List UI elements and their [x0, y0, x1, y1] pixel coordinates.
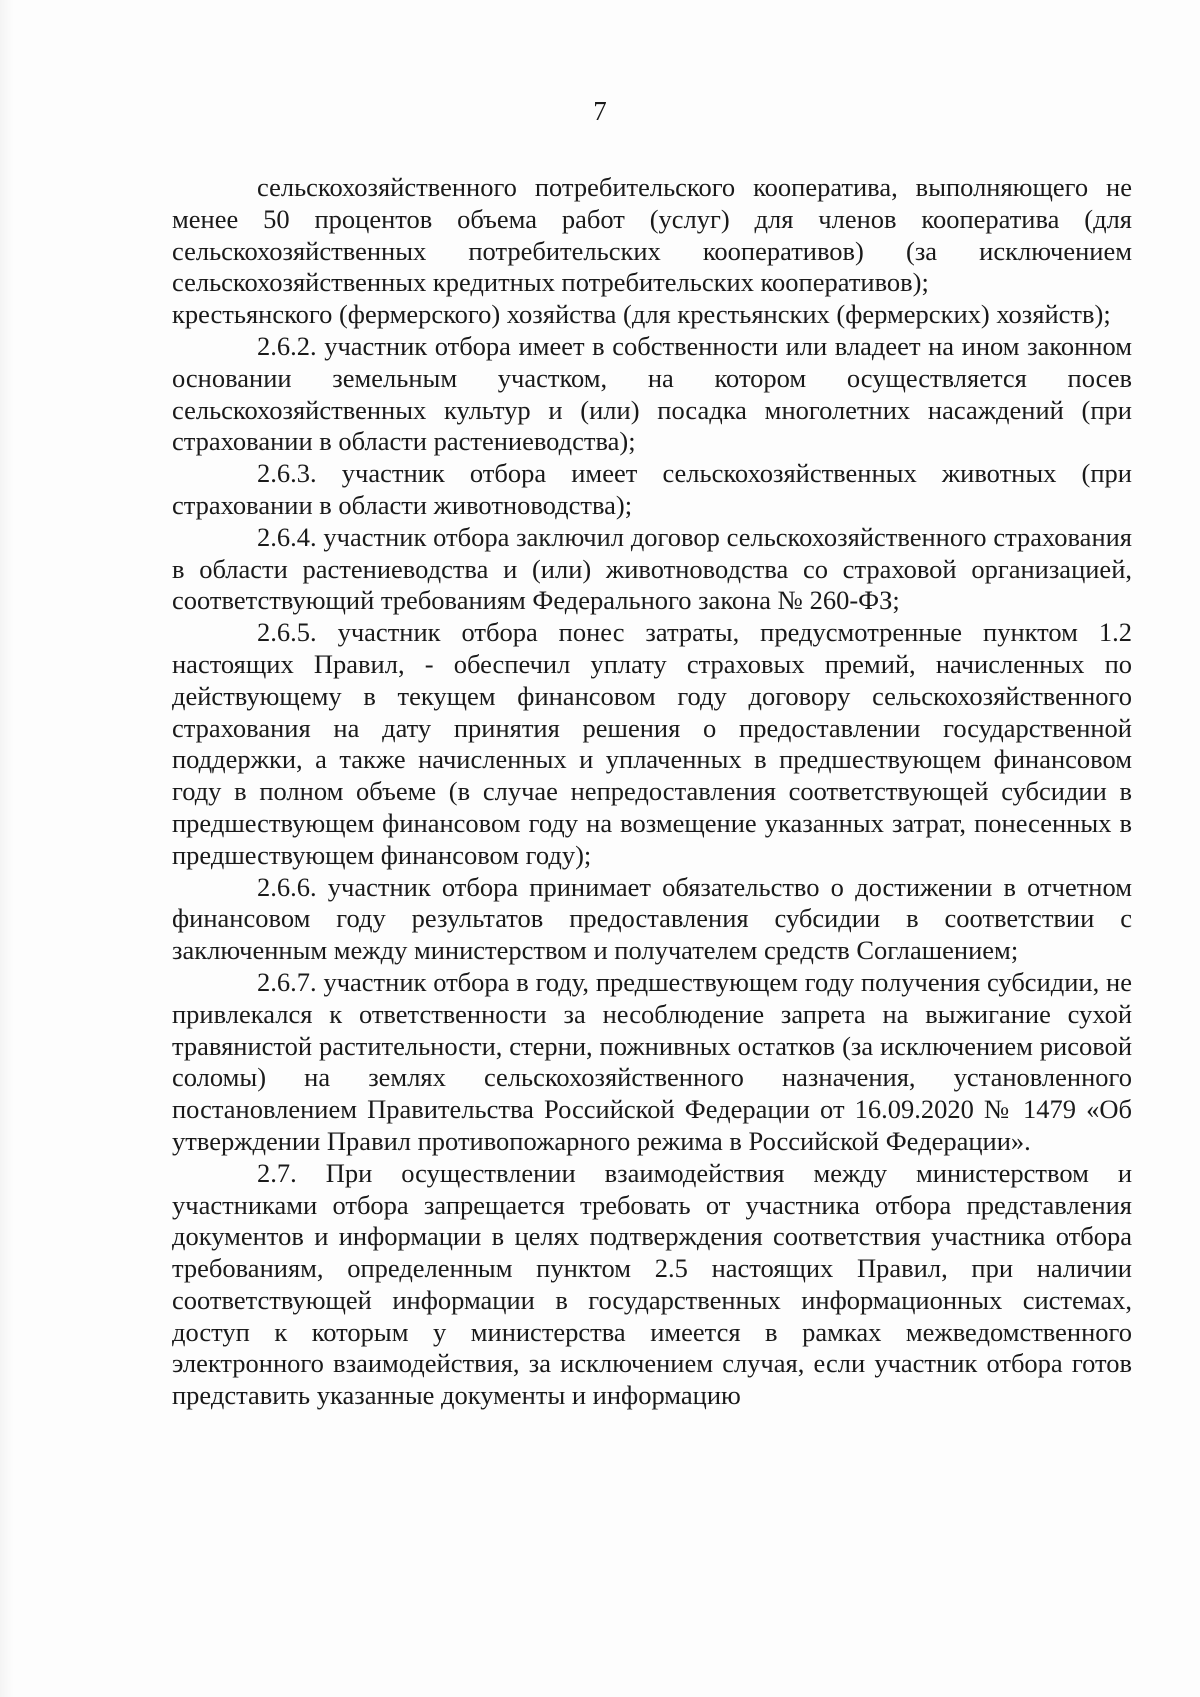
paragraph-2-7: 2.7. При осуществлении взаимодействия между министерством и участниками отбора запрещается требовать от участника отбора представления документов и информации в целях подтверждения соответствия участника отбора требованиям, определенным пунктом 2.5 настоящих Правил, при наличии соответствующей информации в государственных информационных системах, доступ к которым у министерства имеется в рамках межведомственного электронного взаимодействия, за исключением случая, если участник отбора готов представить указанные документы и информацию — [172, 1157, 1132, 1411]
paragraph-2-6-3: 2.6.3. участник отбора имеет сельскохозяйственных животных (при страховании в области животноводства); — [172, 458, 1132, 520]
page-number: 7 — [593, 96, 607, 126]
paragraph-2-6-6: 2.6.6. участник отбора принимает обязательство о достижении в отчетном финансовом году результатов предоставления субсидии в соответствии с заключенным между министерством и получателем средств Соглашением; — [172, 871, 1132, 966]
paragraph-cooperative: сельскохозяйственного потребительского кооператива, выполняющего не менее 50 процентов объема работ (услуг) для членов кооператива (для сельскохозяйственных потребительских кооперативов) (за исключением сельскохозяйственных кредитных потребительских кооперативов); — [172, 172, 1132, 298]
scan-edge-shadow — [0, 0, 14, 1697]
paragraph-2-6-2: 2.6.2. участник отбора имеет в собственности или владеет на ином законном основании земельным участком, на котором осуществляется посев сельскохозяйственных культур и (или) посадка многолетних насаждений (при страховании в области растениеводства); — [172, 330, 1132, 457]
document-body — [172, 172, 1132, 1412]
paragraph-farm: крестьянского (фермерского) хозяйства (для крестьянских (фермерских) хозяйств); — [172, 299, 1111, 330]
paragraph-2-6-5: 2.6.5. участник отбора понес затраты, предусмотренные пунктом 1.2 настоящих Правил, - обеспечил уплату страховых премий, начисленных по действующему в текущем финансовом году договору сельскохозяйственного страхования на дату принятия решения о предоставлении государственной поддержки, а также начисленных и уплаченных в предшествующем финансовом году в полном объеме (в случае непредоставления соответствующей субсидии в предшествующем финансовом году на возмещение указанных затрат, понесенных в предшествующем финансовом году); — [172, 617, 1132, 870]
paragraph-2-6-4: 2.6.4. участник отбора заключил договор сельскохозяйственного страхования в области растениеводства и (или) животноводства со страховой организацией, соответствующий требованиям Федерального закона № 260-ФЗ; — [172, 521, 1132, 616]
paragraph-2-6-7: 2.6.7. участник отбора в году, предшествующем году получения субсидии, не привлекался к ответственности за несоблюдение запрета на выжигание сухой травянистой растительности, стерни, пожнивных остатков (за исключением рисовой соломы) на землях сельскохозяйственного назначения, установленного постановлением Правительства Российской Федерации от 16.09.2020 № 1479 «Об утверждении Правил противопожарного режима в Российской Федерации». — [172, 966, 1132, 1156]
